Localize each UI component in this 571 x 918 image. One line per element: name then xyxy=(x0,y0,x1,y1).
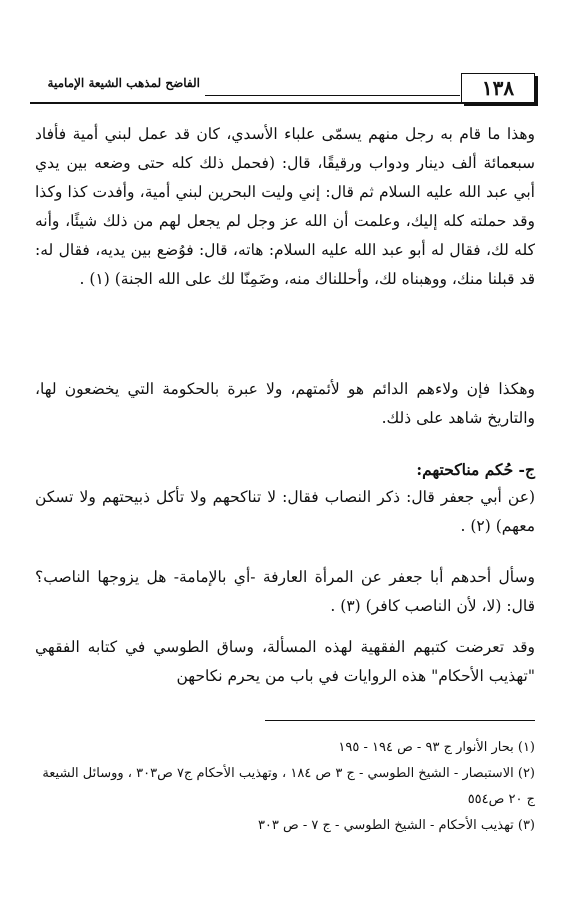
paragraph-2: وهكذا فإن ولاءهم الدائم هو لأئمتهم، ولا عبرة بالحكومة التي يخضعون لها، والتاريخ شاهد على ذلك. xyxy=(35,380,535,427)
running-title: الفاضح لمذهب الشيعة الإمامية xyxy=(47,76,200,90)
page-number: ١٣٨ xyxy=(461,73,535,103)
section-heading: ج- حُكم مناكحتهم: xyxy=(416,460,535,479)
header-divider xyxy=(30,102,530,104)
paragraph-5: وقد تعرضت كتبهم الفقهية لهذه المسألة، وساق الطوسي في كتابه الفقهي "تهذيب الأحكام" هذه الروايات في باب من يحرم نكاحهن xyxy=(35,638,535,685)
paragraph-1: وهذا ما قام به رجل منهم يسمّى علباء الأسدي، كان قد عمل لبني أمية فأفاد سبعمائة ألف دينار ودواب ورقيقًا، قال: (فحمل ذلك كله حتى وضعه بين يدي أبي عبد الله عليه السلام ثم قال: إني وليت البحرين لبني أمية، وأفدت كذا وكذا وقد حملته كله إليك، وعلمت أن الله عز وجل لم يجعل لهم من ذلك شيئًا، وأنه كله لك، فقال له أبو عبد الله عليه السلام: هاته، قال: فوُضع بين يديه، فقال له: قد قبلنا منك، ووهبناه لك، وأحللناك منه، وضَمِنّا لك على الله الجنة) (١) . xyxy=(35,125,535,288)
header-divider-thin xyxy=(205,95,460,96)
paragraph-4: وسأل أحدهم أبا جعفر عن المرأة العارفة -أي بالإمامة- هل يزوجها الناصب؟ قال: (لا، لأن الناصب كافر) (٣) . xyxy=(35,568,535,615)
footnote-2: (٢) الاستبصار - الشيخ الطوسي - ج ٣ ص ١٨٤ ، وتهذيب الأحكام ج٧ ص٣٠٣ ، ووسائل الشيعة ج ٢٠ ص٥٥٤ xyxy=(42,766,535,807)
footnote-3: (٣) تهذيب الأحكام - الشيخ الطوسي - ج ٧ - ص ٣٠٣ xyxy=(257,818,535,833)
footnotes xyxy=(35,735,535,839)
footnote-divider xyxy=(265,720,535,721)
paragraph-3: (عن أبي جعفر قال: ذكر النصاب فقال: لا تناكحهم ولا تأكل ذبيحتهم ولا تسكن معهم) (٢) . xyxy=(35,488,535,535)
footnote-1: (١) بحار الأنوار ج ٩٣ - ص ١٩٤ - ١٩٥ xyxy=(338,740,535,755)
